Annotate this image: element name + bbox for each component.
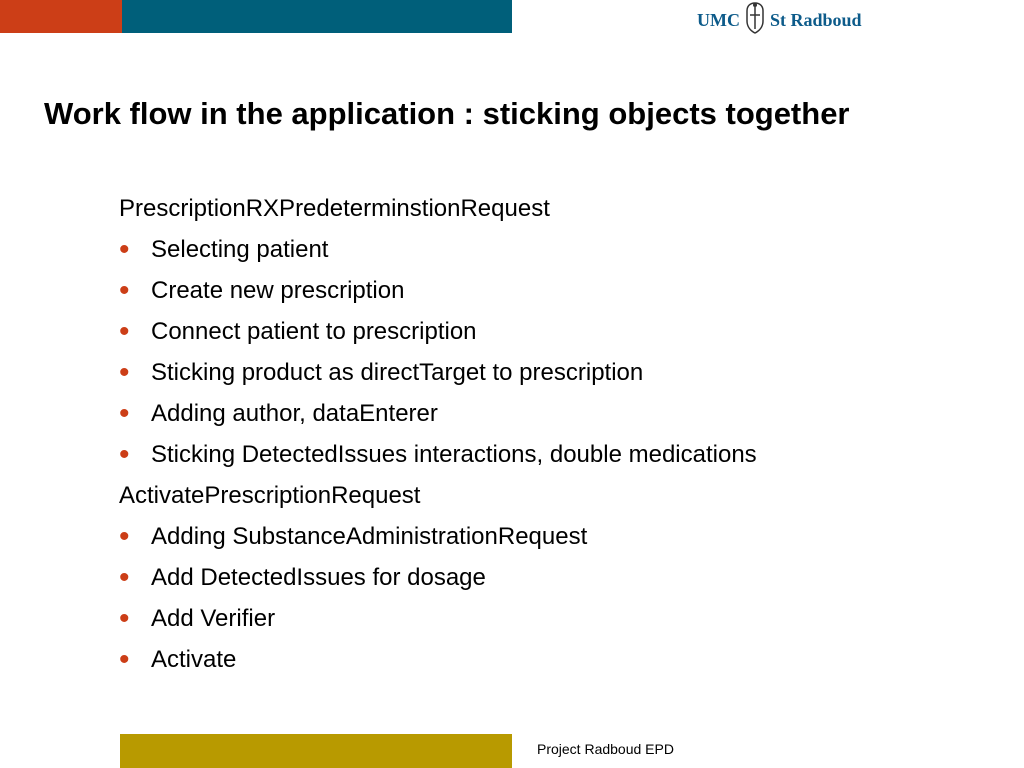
header-bar-orange [0,0,122,33]
footer-text: Project Radboud EPD [537,741,674,757]
bullet-dot-icon: • [119,643,130,676]
bullet-dot-icon: • [119,315,130,348]
list-item-text: Add Verifier [151,605,276,632]
list-item-text: Add DetectedIssues for dosage [151,564,486,591]
list-item [119,520,999,561]
slide-title: Work flow in the application : sticking objects together [44,96,850,131]
list-item-text: Connect patient to prescription [151,318,477,345]
list-item-text: Selecting patient [151,236,329,263]
list-item-text: Sticking DetectedIssues interactions, double medications [151,441,757,468]
list-item [119,602,999,643]
university-crest-icon [744,1,766,40]
list-item [119,315,999,356]
list-item [119,643,999,684]
list-item [119,233,999,274]
list-item-text: Sticking product as directTarget to prescription [151,359,644,386]
logo-umc-text: UMC [697,9,740,30]
section-heading-activate: ActivatePrescriptionRequest [119,482,421,509]
list-item-text: Activate [151,646,237,673]
bullet-dot-icon: • [119,520,130,553]
list-item-text: Adding SubstanceAdministrationRequest [151,523,588,550]
logo-st-radboud-text: St Radboud [770,9,862,30]
list-item [119,356,999,397]
slide-content [119,192,999,684]
bullet-dot-icon: • [119,356,130,389]
footer-bar-gold [120,734,512,768]
header-bar-teal [122,0,512,33]
bullet-dot-icon: • [119,397,130,430]
bullet-dot-icon: • [119,602,130,635]
bullet-dot-icon: • [119,561,130,594]
list-item [119,438,999,479]
section-heading-prescription: PrescriptionRXPredeterminstionRequest [119,195,550,222]
bullet-dot-icon: • [119,233,130,266]
umc-logo [697,2,862,38]
list-item [119,561,999,602]
bullet-dot-icon: • [119,438,130,471]
list-item-text: Create new prescription [151,277,405,304]
bullet-dot-icon: • [119,274,130,307]
list-item [119,274,999,315]
list-item-text: Adding author, dataEnterer [151,400,438,427]
list-item [119,397,999,438]
